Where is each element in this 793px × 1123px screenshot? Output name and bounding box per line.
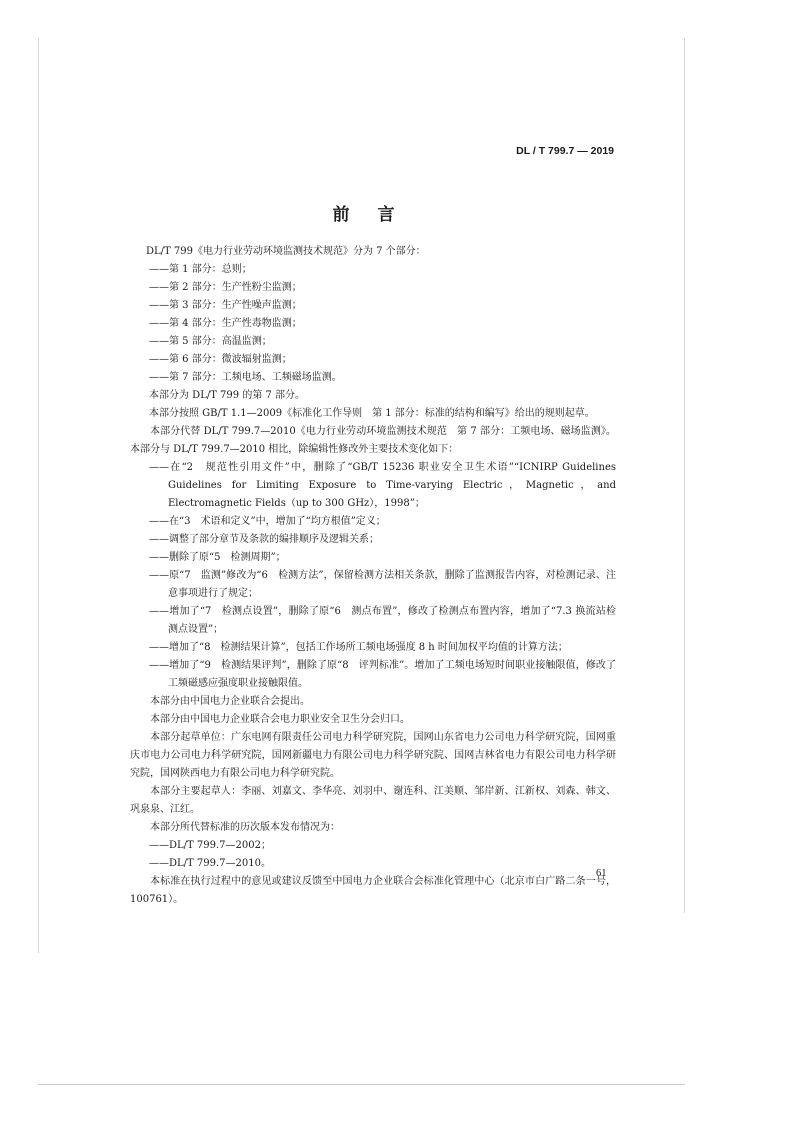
change-item: ——增加了“8 检测结果计算”，包括工作场所工频电场强度 8 h 时间加权平均值的计算方法； bbox=[149, 642, 568, 653]
closing-paragraph: 本部分所代替标准的历次版本发布情况为： bbox=[150, 822, 340, 833]
feedback-paragraph: 本标准在执行过程中的意见或建议反馈至中国电力企业联合会标准化管理中心（北京市白广路二条一号，100761）。 bbox=[130, 876, 616, 905]
drafting-organizations: 本部分起草单位：广东电网有限责任公司电力科学研究院，国网山东省电力公司电力科学研究院，国网重庆市电力公司电力科学研究院，国网新疆电力有限公司电力科学研究院、国网吉林省电力有限公司电力科学研究院，国网陕西电力有限公司电力科学研究院。 bbox=[130, 732, 616, 779]
page-bottom-rule bbox=[38, 1084, 685, 1085]
part-list-item: ——第 4 部分：生产性毒物监测； bbox=[149, 318, 302, 329]
change-item: ——增加了“9 检测结果评判”，删除了原“8 评判标准”。增加了工频电场短时间职业接触限值，修改了工频磁感应强度职业接触限值。 bbox=[149, 660, 616, 689]
change-item: ——原“7 监测”修改为“6 检测方法”，保留检测方法相关条款，删除了监测报告内容，对检测记录、注意事项进行了规定； bbox=[149, 570, 616, 599]
text-line: 本部分按照 GB/T 1.1—2009《标准化工作导则 第 1 部分：标准的结构和编写》给出的规则起草。 bbox=[149, 408, 595, 419]
previous-version-item: ——DL/T 799.7—2010。 bbox=[149, 858, 271, 869]
part-list-item: ——第 2 部分：生产性粉尘监测； bbox=[149, 282, 302, 293]
part-list-item: ——第 3 部分：生产性噪声监测； bbox=[149, 300, 302, 311]
part-list-item: ——第 6 部分：微波辐射监测； bbox=[149, 354, 292, 365]
foreword-body bbox=[130, 243, 616, 909]
closing-paragraph: 本部分由中国电力企业联合会电力职业安全卫生分会归口。 bbox=[150, 714, 410, 725]
part-list-item: ——第 5 部分：高温监测； bbox=[149, 336, 272, 347]
change-item: ——在“3 术语和定义”中，增加了“均方根值”定义； bbox=[149, 516, 386, 527]
change-item: ——删除了原“5 检测周期”； bbox=[149, 552, 286, 563]
page-right-rule bbox=[684, 38, 685, 913]
change-item: ——在“2 规范性引用文件”中，删除了“GB/T 15236 职业安全卫生术语”“ICNIRP Guidelines Guidelines for Limiting Exposure to Time-varying Electric，Magnetic，and Electromagnetic Fields（up to 300 GHz），1998”； bbox=[149, 462, 616, 509]
change-item: ——增加了“7 检测点设置”，删除了原“6 测点布置”，修改了检测点布置内容，增加了“7.3 换流站检测点设置”； bbox=[149, 606, 616, 635]
text-line: 本部分为 DL/T 799 的第 7 部分。 bbox=[149, 390, 306, 401]
part-list-item: ——第 1 部分：总则； bbox=[149, 264, 252, 275]
change-item: ——调整了部分章节及条款的编排顺序及逻辑关系； bbox=[149, 534, 379, 545]
replacement-paragraph: 本部分代替 DL/T 799.7—2010《电力行业劳动环境监测技术规范 第 7 部分：工频电场、磁场监测》。本部分与 DL/T 799.7—2010 相比，除编辑性修改外主要技术变化如下： bbox=[130, 426, 616, 455]
page-left-rule bbox=[38, 38, 39, 953]
closing-paragraph: 本部分由中国电力企业联合会提出。 bbox=[150, 696, 310, 707]
part-list-item: ——第 7 部分：工频电场、工频磁场监测。 bbox=[149, 372, 342, 383]
previous-version-item: ——DL/T 799.7—2002； bbox=[149, 840, 271, 851]
drafters: 本部分主要起草人：李丽、刘嘉文、李华亮、刘羽中、谢连科、江美顺、邹岸新、江新权、刘森、韩文、巩泉泉、江红。 bbox=[130, 786, 616, 815]
page-number: 61 bbox=[596, 868, 607, 879]
text-line: DL/T 799《电力行业劳动环境监测技术规范》分为 7 个部分： bbox=[146, 246, 426, 257]
page-title: 前言 bbox=[332, 205, 423, 225]
document-number: DL / T 799.7 — 2019 bbox=[516, 145, 614, 157]
